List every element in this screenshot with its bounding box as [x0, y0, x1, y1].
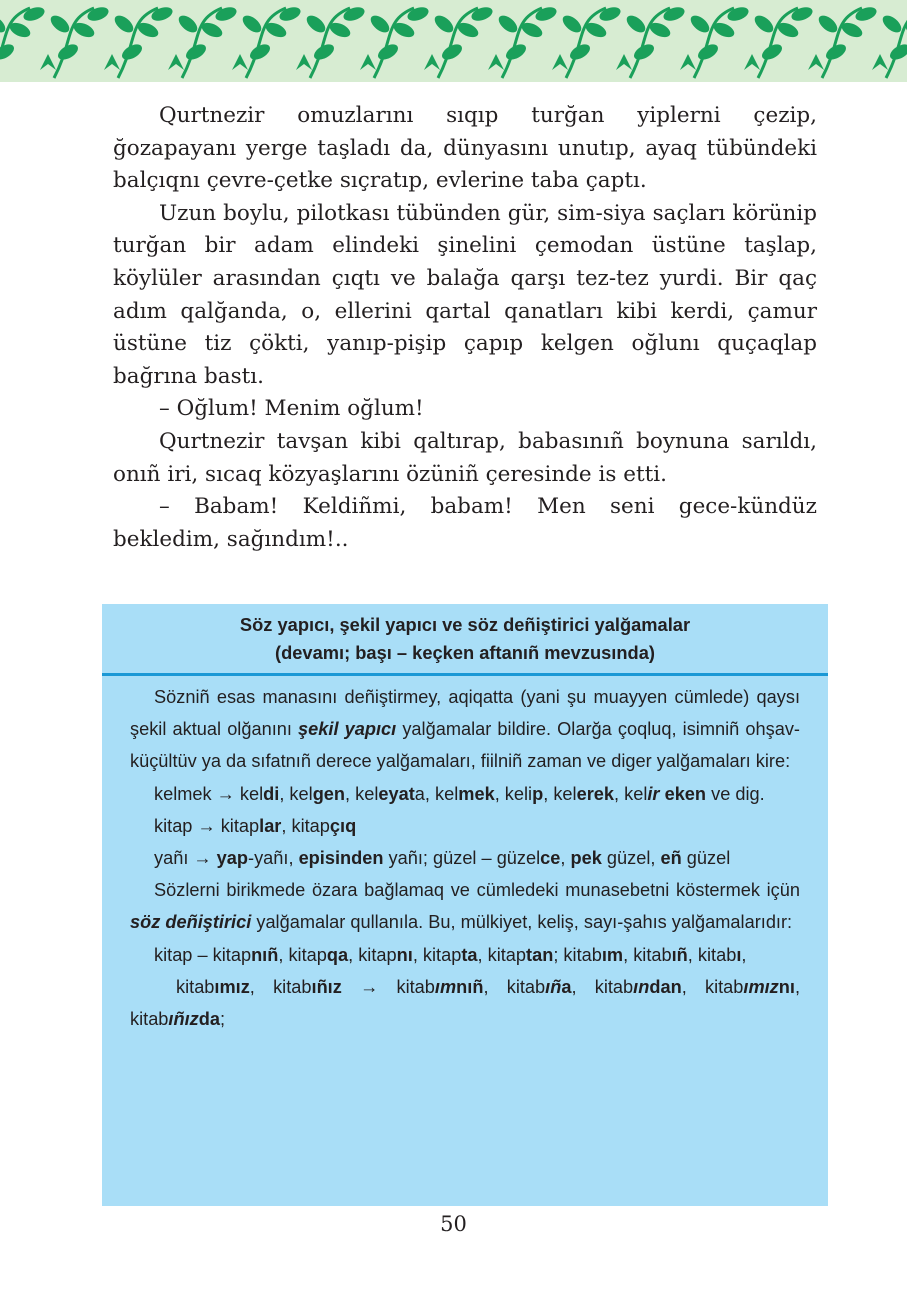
story-text [113, 100, 817, 556]
rule-term: şekil yapıcı [298, 719, 397, 740]
rule-text: yalğamalar bildire. Olarğa çoqluq, isimniñ ohşav-küçültüv ya da sıfatnıñ derece yalğamaları, fiilniñ zaman ve diger yalğamaları kire: [130, 719, 800, 772]
rule-text: yalğamalar qullanıla. Bu, mülkiyet, keliş, sayı-şahıs yalğamalarıdır: [251, 912, 793, 933]
example-line: kelmek → keldi, kelgen, keleyata, kelmek, kelip, kelerek, kelir eken ve dig. [154, 783, 765, 804]
grammar-rule-box [102, 604, 828, 1206]
rule-paragraph [130, 874, 800, 938]
rule-paragraph [130, 681, 800, 778]
paragraph: Qurtnezir tavşan kibi qaltırap, babasınıñ boynuna sarıldı, onıñ iri, sıcaq közyaşlarını özüniñ çeresinde is etti. [113, 428, 817, 487]
dialogue-line: – Oğlum! Menim oğlum! [159, 396, 424, 422]
rule-title-line: Söz yapıcı, şekil yapıcı ve söz deñiştirici yalğamalar [239, 614, 691, 635]
rule-title-subline: (devamı; başı – keçken aftanıñ mevzusında) [275, 642, 655, 663]
floral-ornament-icon [0, 0, 907, 82]
decorative-banner [0, 0, 907, 82]
rule-text: Sözniñ esas manasını deñiştirmey, aqiqatta (yani şu muayyen cümlede) qaysı şekil aktual olğanını [130, 687, 800, 740]
paragraph: Uzun boylu, pilotkası tübünden gür, sim-siya saçları körünip turğan bir adam elindeki şinelini çemodan üstüne taşlap, köylüler arasından çıqtı ve balağa qarşı tez-tez yurdi. Bir qaç adım qalğanda, o, ellerini qartal qanatları kibi kerdi, çamur üstüne tiz çökti, yanıp-pişip çapıp kelgen oğlunı quçaqlap bağrına bastı. [113, 200, 817, 389]
dialogue-line: – Babam! Keldiñmi, babam! Men seni gece-kündüz bekledim, sağındım!.. [113, 494, 817, 552]
rule-box-title [102, 604, 828, 676]
rule-text: Sözlerni birikmede özara bağlamaq ve cümledeki munasebetni köstermek içün [154, 880, 800, 901]
page-number: 50 [440, 1212, 467, 1236]
example-line: kitap → kitaplar, kitapçıq [154, 815, 357, 836]
example-line: kitabımız, kitabıñız → kitabımnıñ, kitabıña, kitabından, kitabımıznı, kitabıñızda; [130, 976, 801, 1030]
example-line: kitap – kitapnıñ, kitapqa, kitapnı, kitapta, kitaptan; kitabım, kitabıñ, kitabı, [154, 944, 747, 965]
example-line: yañı → yap-yañı, episinden yañı; güzel – güzelce, pek güzel, eñ güzel [154, 848, 731, 869]
rule-box-body [102, 676, 828, 1035]
rule-term: söz deñiştirici [130, 912, 252, 933]
paragraph: Qurtnezir omuzlarını sıqıp turğan yiplerni çezip, ğozapayanı yerge taşladı da, dünyasını unutıp, ayaq tübündeki balçıqnı çevre-çetke sıçratıp, evlerine taba çaptı. [113, 103, 817, 194]
